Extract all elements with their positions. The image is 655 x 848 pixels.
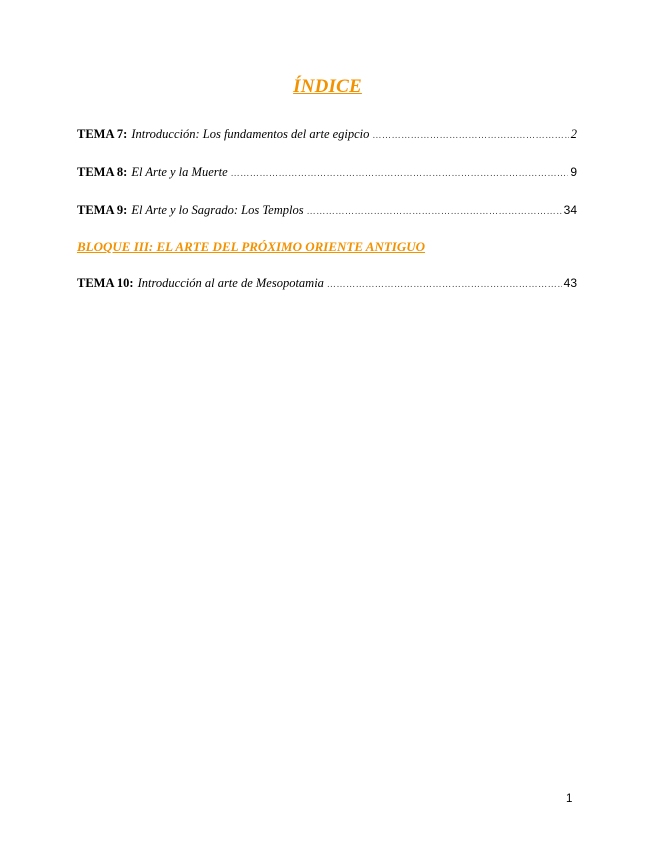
- toc-entry-title: Introducción al arte de Mesopotamia: [137, 276, 324, 290]
- toc-entry-tema-9[interactable]: [77, 203, 577, 221]
- toc-entry-page: 2: [570, 127, 577, 141]
- page-title: ÍNDICE: [293, 76, 362, 97]
- toc-entry-title: El Arte y lo Sagrado: Los Templos: [131, 203, 304, 217]
- toc-dot-leader: [231, 168, 569, 178]
- toc-entry-tema-7[interactable]: [77, 127, 577, 145]
- toc-entry-tema-8[interactable]: [77, 165, 577, 183]
- toc-entry-page: 34: [563, 203, 577, 217]
- toc-entry-tema-10[interactable]: [77, 276, 577, 294]
- section-heading-bloque-iii[interactable]: BLOQUE III: EL ARTE DEL PRÓXIMO ORIENTE ANTIGUO: [77, 239, 426, 254]
- toc-entry-label: TEMA 9:: [77, 203, 128, 217]
- toc-entry-label: TEMA 10:: [77, 276, 134, 290]
- toc-entry-label: TEMA 8:: [77, 165, 128, 179]
- toc-entry-label: TEMA 7:: [77, 127, 128, 141]
- toc-entry-title: El Arte y la Muerte: [131, 165, 228, 179]
- toc-dot-leader: [372, 130, 568, 140]
- toc-entry-title: Introducción: Los fundamentos del arte egipcio: [131, 127, 370, 141]
- toc-entry-page: 9: [570, 165, 577, 179]
- toc-dot-leader: [327, 279, 562, 289]
- toc-entry-page: 43: [563, 276, 577, 290]
- page-number: 1: [566, 793, 573, 805]
- toc-dot-leader: [307, 206, 562, 216]
